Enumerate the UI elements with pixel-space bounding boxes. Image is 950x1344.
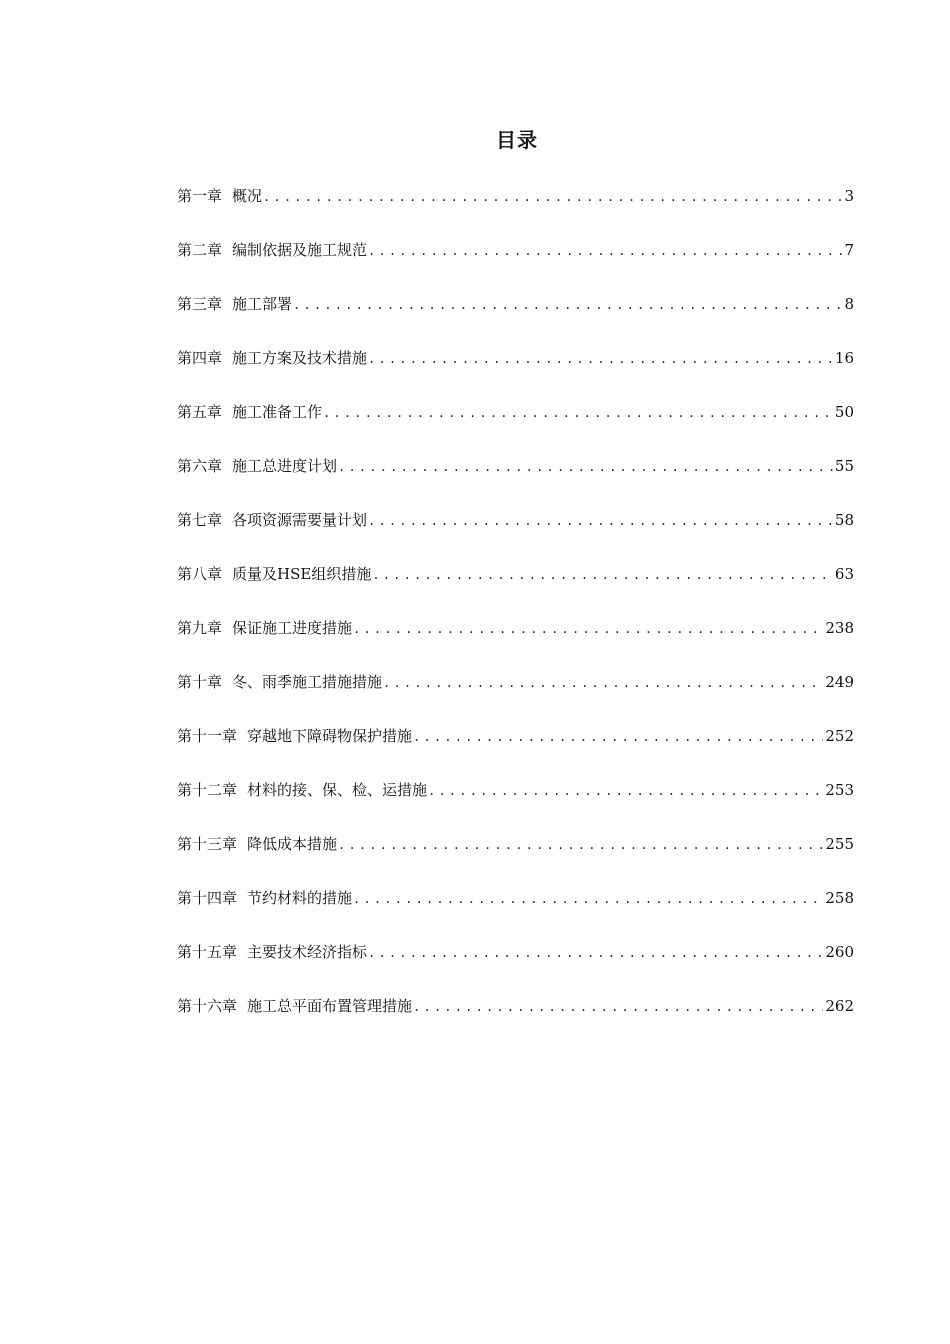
toc-entry[interactable] xyxy=(177,561,854,615)
toc-dot-leader xyxy=(338,454,833,480)
toc-dot-leader xyxy=(368,238,842,264)
toc-dot-leader xyxy=(413,994,823,1020)
toc-entry[interactable] xyxy=(177,723,854,777)
toc-page-number: 260 xyxy=(825,943,854,961)
toc-chapter-title: 穿越地下障碍物保护措施 xyxy=(247,727,413,745)
toc-chapter-number: 第十五章 xyxy=(177,943,238,961)
toc-chapter-title: 降低成本措施 xyxy=(247,835,338,853)
toc-entry[interactable] xyxy=(177,507,854,561)
toc-dot-leader xyxy=(428,778,823,804)
toc-entry[interactable] xyxy=(177,993,854,1047)
toc-entry[interactable] xyxy=(177,183,854,237)
toc-page-number: 50 xyxy=(834,403,854,421)
toc-entry[interactable] xyxy=(177,885,854,939)
toc-entry[interactable] xyxy=(177,345,854,399)
toc-page-number: 58 xyxy=(834,511,854,529)
toc-chapter-number: 第十一章 xyxy=(177,727,238,745)
toc-entry[interactable] xyxy=(177,831,854,885)
toc-chapter-title: 节约材料的措施 xyxy=(247,889,353,907)
toc-page-number: 252 xyxy=(825,727,854,745)
toc-chapter-number: 第十章 xyxy=(177,673,223,691)
toc-page-number: 7 xyxy=(844,241,854,259)
toc-dot-leader xyxy=(368,346,833,372)
toc-page-number: 238 xyxy=(825,619,854,637)
toc-chapter-number: 第七章 xyxy=(177,511,223,529)
toc-chapter-title: 质量及HSE组织措施 xyxy=(232,565,372,583)
toc-page-number: 63 xyxy=(834,565,854,583)
toc-chapter-title: 施工总进度计划 xyxy=(232,457,338,475)
toc-chapter-number: 第十六章 xyxy=(177,997,238,1015)
toc-dot-leader xyxy=(353,886,823,912)
toc-page-number: 55 xyxy=(834,457,854,475)
toc-chapter-title: 施工部署 xyxy=(232,295,293,313)
toc-chapter-number: 第八章 xyxy=(177,565,223,583)
toc-chapter-title: 编制依据及施工规范 xyxy=(232,241,368,259)
toc-chapter-title: 主要技术经济指标 xyxy=(247,943,368,961)
toc-chapter-number: 第六章 xyxy=(177,457,223,475)
toc-dot-leader xyxy=(383,670,823,696)
toc-chapter-number: 第十四章 xyxy=(177,889,238,907)
toc-dot-leader xyxy=(368,940,823,966)
toc-page-number: 253 xyxy=(825,781,854,799)
toc-entry[interactable] xyxy=(177,615,854,669)
toc-chapter-number: 第五章 xyxy=(177,403,223,421)
toc-title: 目录 xyxy=(496,128,538,152)
toc-chapter-title: 概况 xyxy=(232,187,263,205)
toc-entry[interactable] xyxy=(177,291,854,345)
toc-entry[interactable] xyxy=(177,399,854,453)
toc-page-number: 249 xyxy=(825,673,854,691)
toc-chapter-number: 第一章 xyxy=(177,187,223,205)
toc-chapter-title: 施工准备工作 xyxy=(232,403,323,421)
toc-dot-leader xyxy=(368,508,833,534)
toc-chapter-number: 第二章 xyxy=(177,241,223,259)
toc-chapter-title: 各项资源需要量计划 xyxy=(232,511,368,529)
toc-page-number: 8 xyxy=(844,295,854,313)
toc-entry[interactable] xyxy=(177,939,854,993)
toc-chapter-title: 冬、雨季施工措施措施 xyxy=(232,673,383,691)
toc-page-number: 3 xyxy=(844,187,854,205)
toc-chapter-title: 施工总平面布置管理措施 xyxy=(247,997,413,1015)
toc-dot-leader xyxy=(323,400,833,426)
toc-chapter-number: 第三章 xyxy=(177,295,223,313)
toc-chapter-title: 材料的接、保、检、运措施 xyxy=(247,781,428,799)
toc-list xyxy=(177,183,854,1047)
toc-entry[interactable] xyxy=(177,669,854,723)
toc-chapter-number: 第十三章 xyxy=(177,835,238,853)
toc-page-number: 262 xyxy=(825,997,854,1015)
toc-dot-leader xyxy=(293,292,842,318)
toc-entry[interactable] xyxy=(177,237,854,291)
toc-chapter-number: 第四章 xyxy=(177,349,223,367)
toc-chapter-title: 保证施工进度措施 xyxy=(232,619,353,637)
toc-dot-leader xyxy=(353,616,823,642)
toc-dot-leader xyxy=(338,832,823,858)
toc-page-number: 16 xyxy=(834,349,854,367)
toc-dot-leader xyxy=(263,184,842,210)
toc-entry[interactable] xyxy=(177,777,854,831)
toc-page-number: 258 xyxy=(825,889,854,907)
toc-dot-leader xyxy=(413,724,823,750)
toc-dot-leader xyxy=(372,562,833,588)
toc-chapter-title: 施工方案及技术措施 xyxy=(232,349,368,367)
toc-chapter-number: 第九章 xyxy=(177,619,223,637)
toc-entry[interactable] xyxy=(177,453,854,507)
toc-chapter-number: 第十二章 xyxy=(177,781,238,799)
toc-page-number: 255 xyxy=(825,835,854,853)
